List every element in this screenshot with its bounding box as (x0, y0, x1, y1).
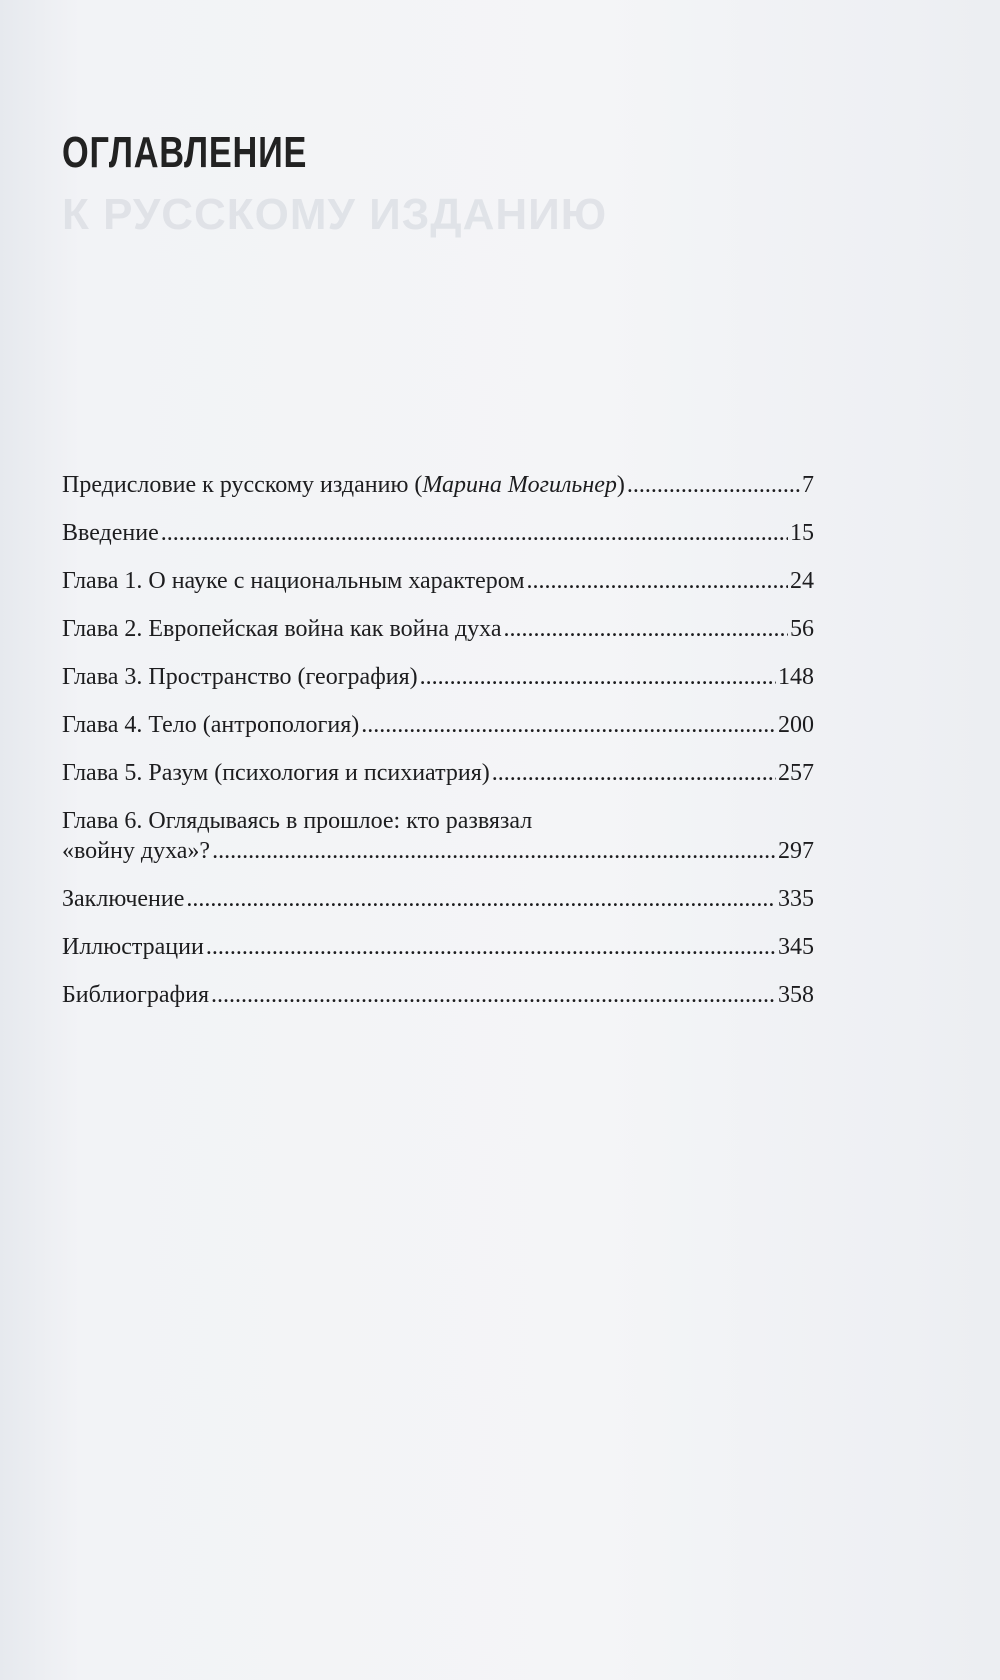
dot-leader (212, 836, 776, 866)
dot-leader (186, 884, 776, 914)
table-of-contents (62, 470, 814, 1028)
entry-title: Глава 3. Пространство (география) (62, 664, 418, 690)
entry-title: Заключение (62, 886, 185, 912)
page-number: 200 (778, 712, 814, 738)
dot-leader (211, 980, 776, 1010)
entry-title: Глава 4. Тело (антропология) (62, 712, 360, 738)
entry-title-line2: «войну духа»? (62, 838, 211, 864)
page-number: 7 (802, 472, 814, 498)
toc-entry (62, 518, 814, 548)
dot-leader (206, 932, 776, 962)
toc-entry (62, 614, 814, 644)
dot-leader (527, 566, 788, 596)
dot-leader (161, 518, 788, 548)
page-title: ОГЛАВЛЕНИЕ (62, 128, 308, 177)
bleed-through-heading: К РУССКОМУ ИЗДАНИЮ (62, 190, 608, 239)
toc-entry (62, 884, 814, 914)
toc-entry (62, 932, 814, 962)
page-number: 56 (790, 616, 814, 642)
page-number: 345 (778, 934, 814, 960)
dot-leader (492, 758, 776, 788)
entry-title: Предисловие к русскому изданию ( (62, 472, 423, 498)
entry-title: Глава 2. Европейская война как война духа (62, 616, 502, 642)
page-number: 257 (778, 760, 814, 786)
entry-author: Марина Могильнер (422, 472, 617, 498)
page-number: 24 (790, 568, 814, 594)
dot-leader (627, 470, 800, 500)
toc-entry (62, 662, 814, 692)
entry-title: Введение (62, 520, 159, 546)
toc-entry (62, 980, 814, 1010)
dot-leader (420, 662, 776, 692)
dot-leader (361, 710, 776, 740)
page-number: 148 (778, 664, 814, 690)
entry-title: Иллюстрации (62, 934, 204, 960)
toc-entry-preface: Предисловие к русскому изданию (Марина Могильнер) . . . 7 (62, 470, 814, 500)
toc-entry (62, 710, 814, 740)
page-number: 335 (778, 886, 814, 912)
toc-entry (62, 758, 814, 788)
entry-title: Глава 1. О науке с национальным характером (62, 568, 525, 594)
toc-entry (62, 566, 814, 596)
page-number: 15 (790, 520, 814, 546)
entry-title: Библиография (62, 982, 209, 1008)
page-number: 297 (778, 838, 814, 864)
entry-title: Глава 5. Разум (психология и психиатрия) (62, 760, 490, 786)
entry-title-line1: Глава 6. Оглядываясь в прошлое: кто развязал (62, 808, 533, 834)
toc-entry (62, 806, 814, 866)
page-number: 358 (778, 982, 814, 1008)
dot-leader (504, 614, 788, 644)
